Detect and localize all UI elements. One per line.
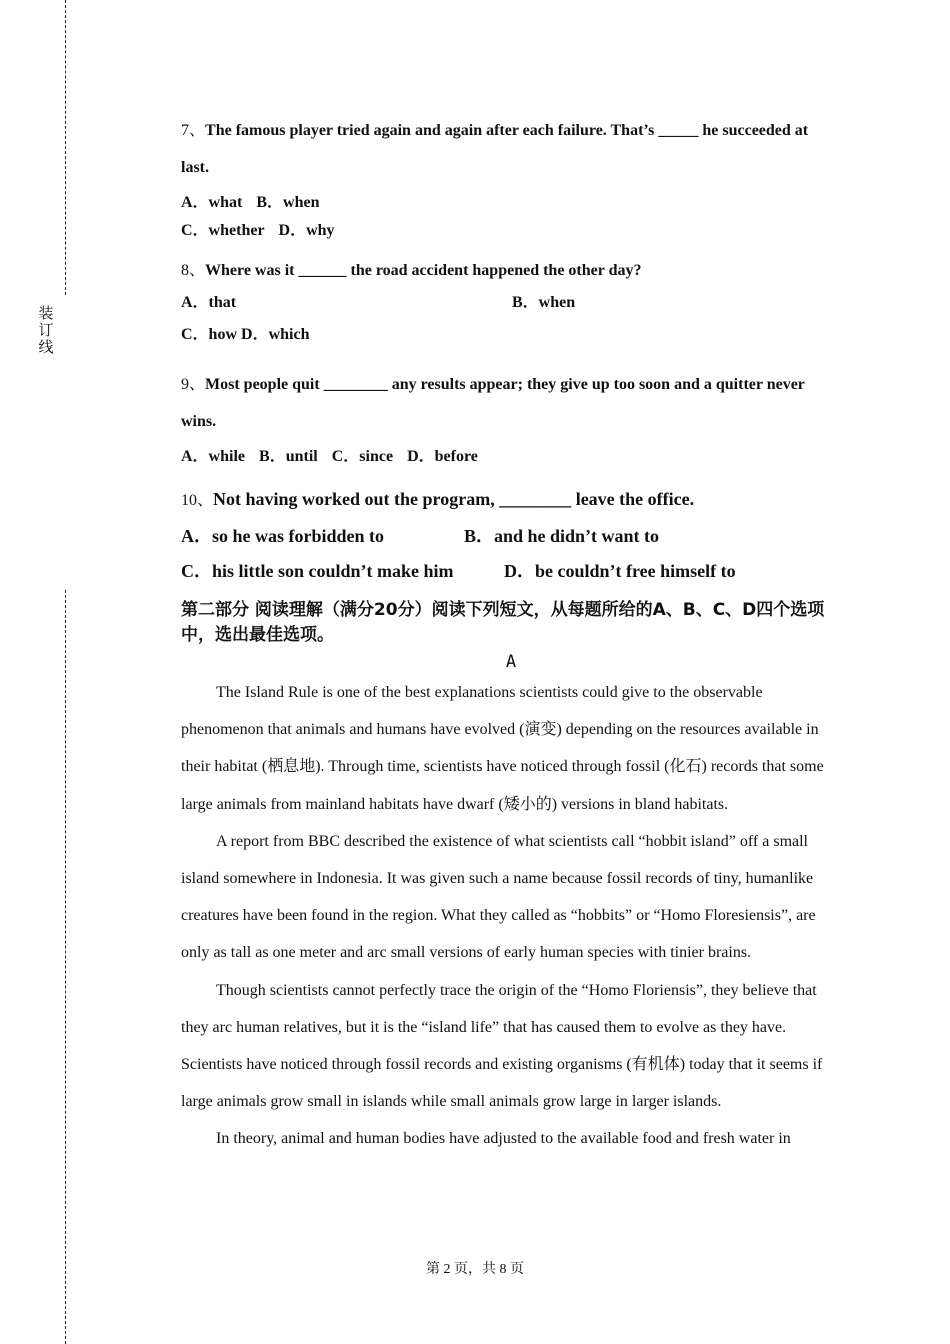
options-row bbox=[181, 292, 841, 314]
options-row bbox=[181, 220, 841, 242]
question-number: 7、 bbox=[181, 122, 206, 139]
options-row bbox=[181, 192, 841, 214]
question-stem bbox=[181, 366, 841, 440]
question-text: Not having worked out the program, ________ leave the office. bbox=[213, 489, 695, 509]
question-number: 10、 bbox=[181, 492, 214, 509]
question-text: Most people quit ________ any results appear; they give up too soon and a quitter never bbox=[205, 376, 805, 393]
question-9 bbox=[181, 366, 841, 468]
options-row bbox=[181, 523, 841, 549]
option-d[interactable]: D．which bbox=[241, 326, 310, 343]
question-text-cont: last. bbox=[181, 159, 209, 176]
passage-paragraph: The Island Rule is one of the best explanations scientists could give to the observable phenomenon that animals and humans have evolved (演变) depending on the resources available in their habitat (栖息地). Through time, scientists have noticed through fossil (化石) records that some large animals from mainland habitats have dwarf (矮小的) versions in bland habitats. bbox=[181, 684, 824, 813]
option-b[interactable]: B．when bbox=[512, 294, 576, 311]
question-text: The famous player tried again and again after each failure. That’s _____ he succeeded at bbox=[205, 122, 809, 139]
question-stem bbox=[181, 486, 841, 514]
question-text: Where was it ______ the road accident happened the other day? bbox=[205, 262, 642, 279]
option-d[interactable]: D．before bbox=[407, 448, 478, 465]
option-b[interactable]: B．when bbox=[256, 194, 320, 211]
option-d[interactable]: D．be couldn’t free himself to bbox=[504, 561, 736, 581]
option-a[interactable]: A．what bbox=[181, 194, 243, 211]
passage-paragraph: Though scientists cannot perfectly trace the origin of the “Homo Floriensis”, they believe that they arc human relatives, but it is the “island life” that has caused them to evolve as they have. Scientists have noticed through fossil records and existing organisms (有机体) today that it seems if large animals grow small in islands while small animals grow large in larger islands. bbox=[181, 981, 823, 1111]
question-text-cont: wins. bbox=[181, 413, 217, 430]
question-stem bbox=[181, 112, 841, 186]
binding-char: 线 bbox=[38, 338, 54, 356]
binding-char: 订 bbox=[38, 321, 54, 339]
options-row bbox=[181, 558, 841, 584]
option-c[interactable]: C．since bbox=[331, 448, 394, 465]
options-row bbox=[181, 324, 841, 346]
binding-char: 装 bbox=[38, 304, 54, 322]
binding-line-top bbox=[65, 0, 66, 295]
exam-content bbox=[181, 112, 841, 1158]
option-b[interactable]: B．until bbox=[259, 448, 318, 465]
question-stem bbox=[181, 256, 841, 286]
option-c[interactable]: C．how bbox=[181, 326, 238, 343]
option-a[interactable]: A．so he was forbidden to bbox=[181, 526, 385, 546]
section-title: 第二部分 阅读理解（满分20分）阅读下列短文，从每题所给的A、B、C、D四个选项中，选出最佳选项。 bbox=[181, 600, 825, 645]
question-7 bbox=[181, 112, 841, 242]
question-10 bbox=[181, 486, 841, 584]
passage-paragraph: In theory, animal and human bodies have adjusted to the available food and fresh water in bbox=[216, 1130, 791, 1148]
option-c[interactable]: C．whether bbox=[181, 222, 265, 239]
binding-label bbox=[37, 305, 55, 356]
binding-line-bottom bbox=[65, 590, 66, 1344]
passage-paragraph: A report from BBC described the existence of what scientists call “hobbit island” off a small island somewhere in Indonesia. It was given such a name because fossil records of tiny, humanlike creatures have been found in the region. What they called as “hobbits” or “Homo Floresiensis”, are only as tall as one meter and arc small versions of early human species with tinier brains. bbox=[181, 832, 816, 962]
option-d[interactable]: D．why bbox=[278, 222, 335, 239]
option-a[interactable]: A．that bbox=[181, 294, 237, 311]
options-row bbox=[181, 446, 841, 468]
passage-letter: A bbox=[505, 652, 517, 672]
option-a[interactable]: A．while bbox=[181, 448, 246, 465]
question-number: 8、 bbox=[181, 262, 206, 279]
question-8 bbox=[181, 256, 841, 346]
option-b[interactable]: B．and he didn’t want to bbox=[464, 526, 660, 546]
option-c[interactable]: C．his little son couldn’t make him bbox=[181, 561, 454, 581]
page-footer: 第 2 页，共 8 页 bbox=[426, 1262, 524, 1277]
question-number: 9、 bbox=[181, 376, 206, 393]
